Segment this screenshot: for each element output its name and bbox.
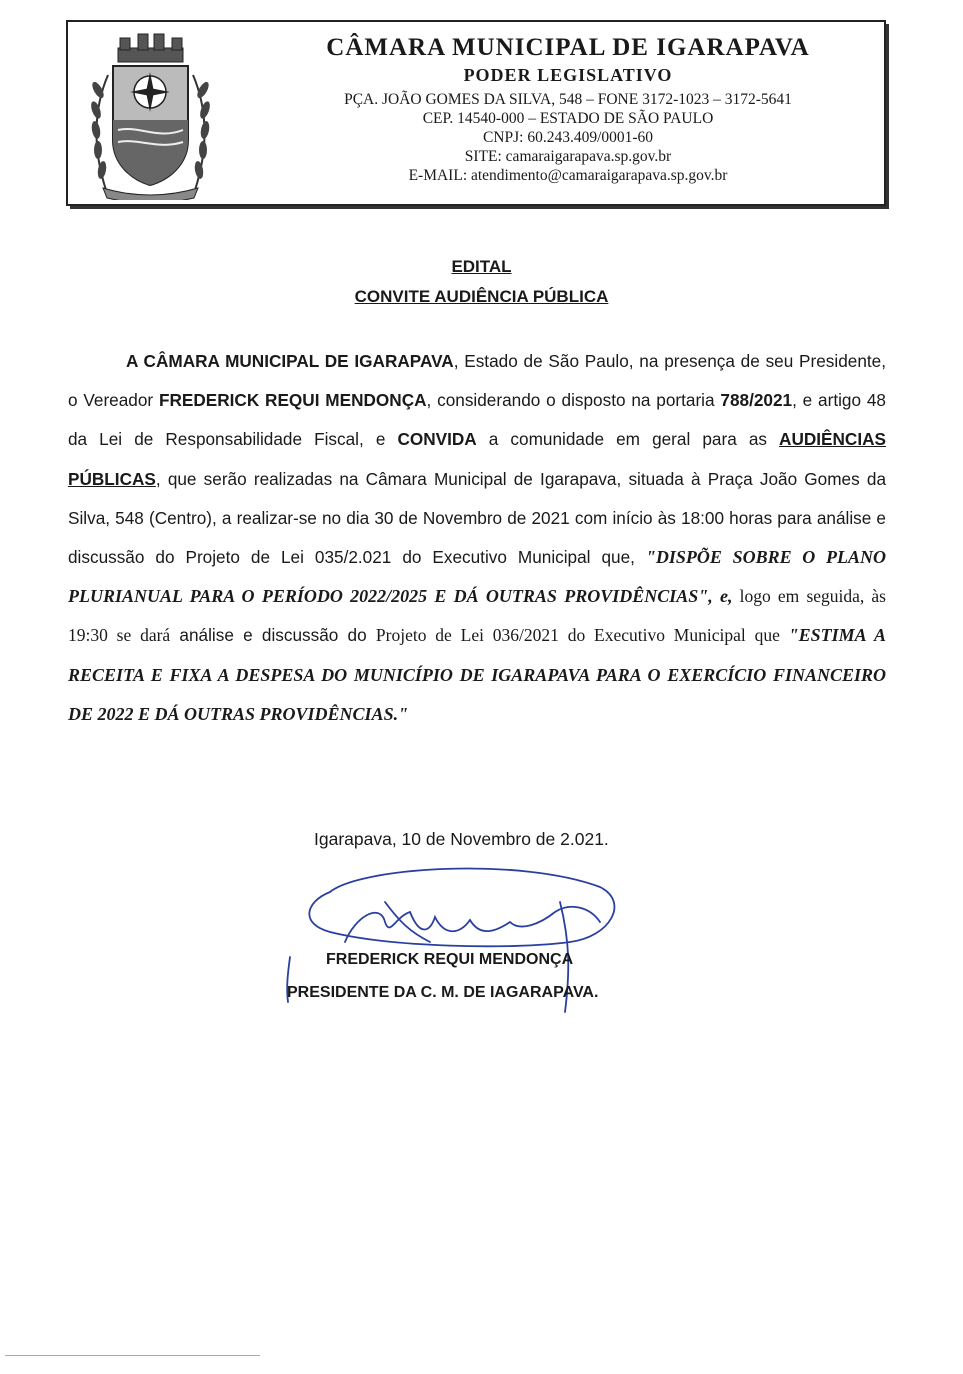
- chamber-name: A CÂMARA MUNICIPAL DE IGARAPAVA: [126, 351, 454, 371]
- document-title: EDITAL: [451, 257, 512, 276]
- quote-loa: "ESTIMA A RECEITA E FIXA A DESPESA DO MUNICÍPIO DE IGARAPAVA PARA O EXERCÍCIO FINANCEIRO DE 2022 E DÁ OUTRAS PROVIDÊNCIAS.": [68, 625, 886, 724]
- signatory-role: PRESIDENTE DA C. M. DE IAGARAPAVA.: [287, 984, 599, 1001]
- quote-ppa: "DISPÕE SOBRE O PLANO PLURIANUAL PARA O PERÍODO 2022/2025 E DÁ OUTRAS PROVIDÊNCIAS", e,: [68, 547, 886, 607]
- coat-of-arms-icon: [88, 30, 213, 200]
- letterhead-text: [273, 34, 863, 185]
- footer-divider: [5, 1355, 260, 1356]
- cnpj-line: CNPJ: 60.243.409/0001-60: [482, 129, 654, 146]
- body-text-7: análise e discussão do: [170, 625, 376, 646]
- convida-word: CONVIDA: [397, 429, 477, 450]
- email-line: E-MAIL: atendimento@camaraigarapava.sp.gov.br: [408, 167, 728, 184]
- body-text-6: logo em seguida, às 19:30 se dará: [68, 586, 886, 646]
- body-text-2: , considerando o disposto na portaria: [426, 390, 721, 411]
- letterhead: [66, 20, 886, 206]
- site-line: SITE: camaraigarapava.sp.gov.br: [464, 148, 672, 165]
- organization-subtitle: PODER LEGISLATIVO: [463, 65, 673, 85]
- body-text-1: , Estado de São Paulo, na presença de seu Presidente, o Vereador: [68, 351, 887, 411]
- cep-line: CEP. 14540-000 – ESTADO DE SÃO PAULO: [422, 110, 714, 127]
- address-line: PÇA. JOÃO GOMES DA SILVA, 548 – FONE 3172-1023 – 3172-5641: [344, 91, 792, 108]
- body-text-3: , e artigo 48 da Lei de Responsabilidade Fiscal, e: [68, 390, 886, 450]
- body-text-5: , que serão realizadas na Câmara Municipal de Igarapava, situada à Praça João Gomes da Silva, 548 (Centro), a realizar-se no dia 30 de Novembro de 2021 com início às 18:00 horas para análise e discussão do Projeto de Lei 035/2.021 do Executivo Municipal que,: [68, 468, 886, 568]
- document-subtitle: CONVITE AUDIÊNCIA PÚBLICA: [354, 287, 609, 306]
- body-text-8: Projeto de Lei 036/2021 do Executivo Municipal que: [375, 625, 789, 646]
- date-line: Igarapava, 10 de Novembro de 2.021.: [314, 829, 609, 849]
- audiencias-publicas: AUDIÊNCIAS PÚBLICAS: [68, 429, 886, 489]
- president-name: FREDERICK REQUI MENDONÇA: [158, 390, 427, 411]
- body-text-4: a comunidade em geral para as: [476, 429, 780, 450]
- signatory-name: FREDERICK REQUI MENDONÇA: [326, 951, 574, 968]
- organization-name: CÂMARA MUNICIPAL DE IGARAPAVA: [326, 34, 810, 61]
- edital-body: [68, 342, 886, 734]
- portaria-number: 788/2021: [720, 390, 793, 411]
